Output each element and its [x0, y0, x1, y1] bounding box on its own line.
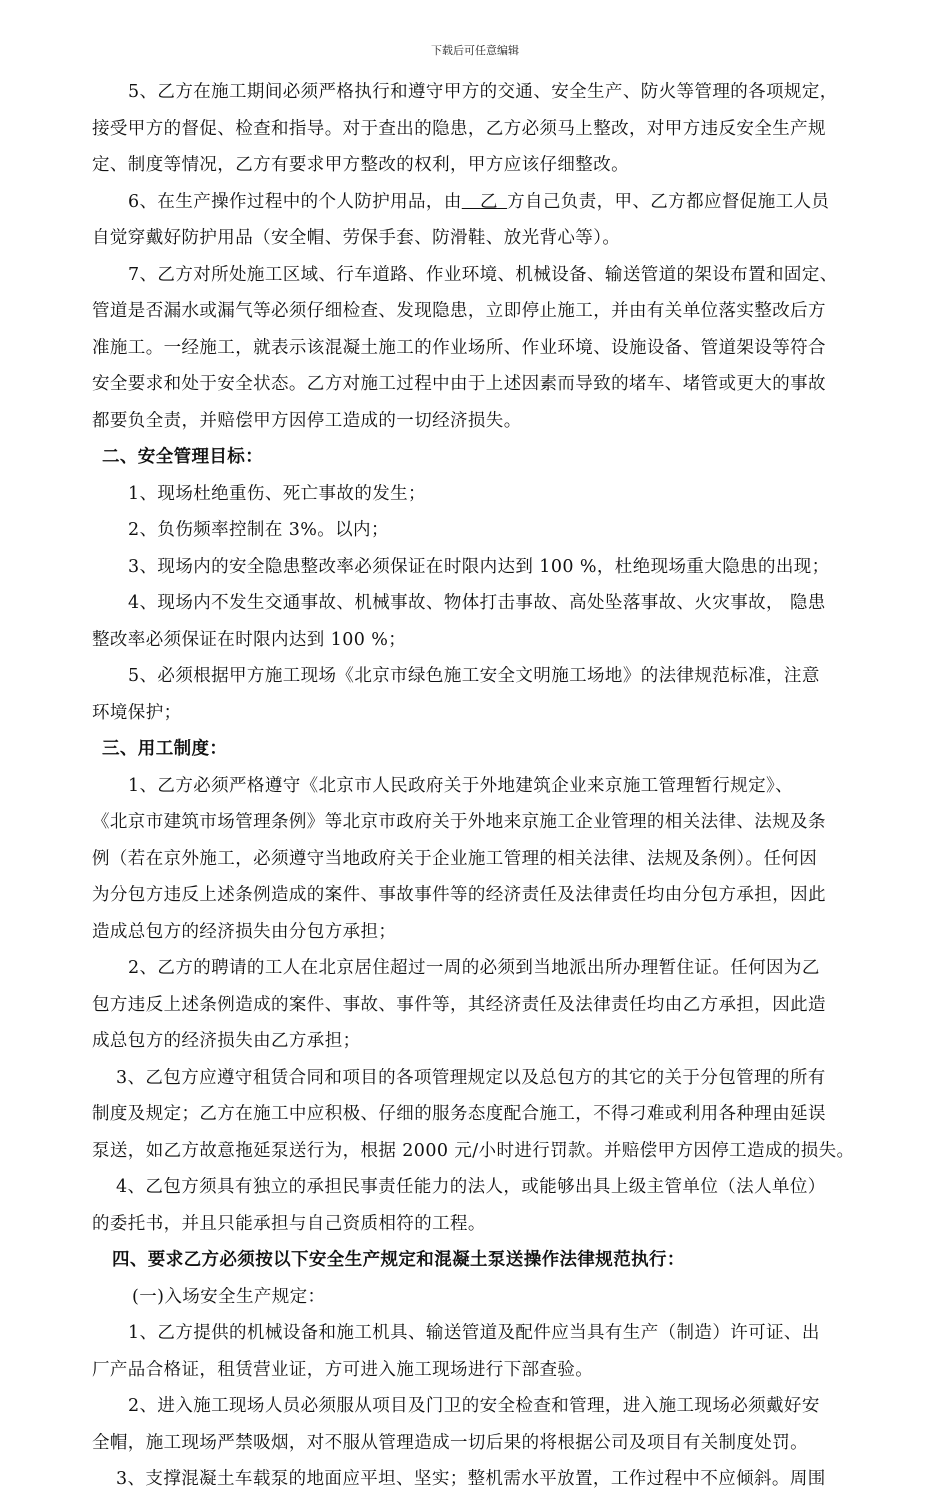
paragraph-line: 整改率必须保证在时限内达到 100 %；: [92, 629, 407, 650]
paragraph-line: 7、乙方对所处施工区域、行车道路、作业环境、机械设备、输送管道的架设布置和固定、: [128, 264, 838, 285]
paragraph-line: 包方违反上述条例造成的案件、事故、事件等，其经济责任及法律责任均由乙方承担，因此造: [92, 994, 826, 1015]
paragraph-line: 接受甲方的督促、检查和指导。对于查出的隐患，乙方必须马上整改，对甲方违反安全生产规: [92, 118, 826, 139]
paragraph-line: 全帽，施工现场严禁吸烟，对不服从管理造成一切后果的将根据公司及项目有关制度处罚。: [92, 1432, 808, 1453]
paragraph-line: 都要负全责，并赔偿甲方因停工造成的一切经济损失。: [92, 410, 522, 431]
paragraph-line: 定、制度等情况，乙方有要求甲方整改的权利，甲方应该仔细整改。: [92, 155, 629, 175]
paragraph-line: 《北京市建筑市场管理条例》等北京市政府关于外地来京施工企业管理的相关法律、法规及条: [92, 812, 826, 832]
paragraph-line: 成总包方的经济损失由乙方承担；: [92, 1031, 361, 1051]
paragraph-line: 造成总包方的经济损失由分包方承担；: [92, 921, 397, 942]
document-body: [92, 74, 892, 1498]
list-item: 4、乙包方须具有独立的承担民事责任能力的法人，或能够出具上级主管单位（法人单位）: [116, 1177, 826, 1197]
list-item: 1、现场杜绝重伤、死亡事故的发生；: [128, 483, 426, 504]
subsection-heading: (一)入场安全生产规定：: [132, 1286, 326, 1307]
paragraph-line: 自觉穿戴好防护用品（安全帽、劳保手套、防滑鞋、放光背心等）。: [92, 228, 621, 248]
list-item: 1、乙方必须严格遵守《北京市人民政府关于外地建筑企业来京施工管理暂行规定》、: [128, 775, 794, 796]
text-segment: 方自己负责，甲、乙方都应督促施工人员: [507, 191, 830, 212]
paragraph-line: 制度及规定；乙方在施工中应积极、仔细的服务态度配合施工，不得刁难或利用各种理由延误: [92, 1104, 826, 1124]
paragraph-line: 厂产品合格证，租赁营业证，方可进入施工现场进行下部查验。: [92, 1359, 594, 1380]
list-item: 3、现场内的安全隐患整改率必须保证在时限内达到 100 %，杜绝现场重大隐患的出现；: [128, 556, 830, 577]
list-item: 4、现场内不发生交通事故、机械事故、物体打击事故、高处坠落事故、火灾事故， 隐患: [128, 593, 826, 613]
text-segment: 6、在生产操作过程中的个人防护用品，由: [128, 191, 462, 212]
paragraph-line: 例（若在京外施工，必须遵守当地政府关于企业施工管理的相关法律、法规及条例）。任何因: [92, 848, 818, 869]
paragraph-line: 5、乙方在施工期间必须严格执行和遵守甲方的交通、安全生产、防火等管理的各项规定，: [128, 82, 838, 102]
paragraph-line: [92, 184, 892, 221]
section-heading: 四、要求乙方必须按以下安全生产规定和混凝土泵送操作法律规范执行：: [112, 1250, 685, 1270]
list-item: 2、乙方的聘请的工人在北京居住超过一周的必须到当地派出所办理暂住证。任何因为乙: [128, 958, 820, 978]
paragraph-line: 的委托书，并且只能承担与自己资质相符的工程。: [92, 1213, 486, 1234]
underlined-blank: [462, 192, 507, 212]
paragraph-line: 准施工。一经施工，就表示该混凝土施工的作业场所、作业环境、设施设备、管道架设等符合: [92, 337, 826, 358]
paragraph-line: 管道是否漏水或漏气等必须仔细检查、发现隐患，立即停止施工，并由有关单位落实整改后方: [92, 301, 826, 321]
underlined-value: 乙: [480, 191, 498, 212]
section-heading: 二、安全管理目标：: [102, 447, 264, 467]
list-item: 1、乙方提供的机械设备和施工机具、输送管道及配件应当具有生产（制造）许可证、出: [128, 1323, 820, 1343]
list-item: 3、乙包方应遵守租赁合同和项目的各项管理规定以及总包方的其它的关于分包管理的所有: [116, 1067, 826, 1088]
paragraph-line: 为分包方违反上述条例造成的案件、事故事件等的经济责任及法律责任均由分包方承担，因此: [92, 885, 826, 905]
section-heading: 三、用工制度：: [102, 739, 228, 759]
list-item: 2、负伤频率控制在 3%。以内；: [128, 520, 389, 540]
list-item: 5、必须根据甲方施工现场《北京市绿色施工安全文明施工场地》的法律规范标准，注意: [128, 666, 820, 686]
paragraph-line: 安全要求和处于安全状态。乙方对施工过程中由于上述因素而导致的堵车、堵管或更大的事故: [92, 374, 826, 394]
paragraph-line: 泵送，如乙方故意拖延泵送行为，根据 2000 元/小时进行罚款。并赔偿甲方因停工造成的损失。: [92, 1140, 855, 1161]
list-item: 3、支撑混凝土车载泵的地面应平坦、坚实；整机需水平放置，工作过程中不应倾斜。周围: [116, 1469, 826, 1489]
paragraph-line: 环境保护；: [92, 702, 182, 723]
list-item: 2、进入施工现场人员必须服从项目及门卫的安全检查和管理，进入施工现场必须戴好安: [128, 1396, 820, 1416]
page-header: 下载后可任意编辑: [431, 44, 519, 57]
